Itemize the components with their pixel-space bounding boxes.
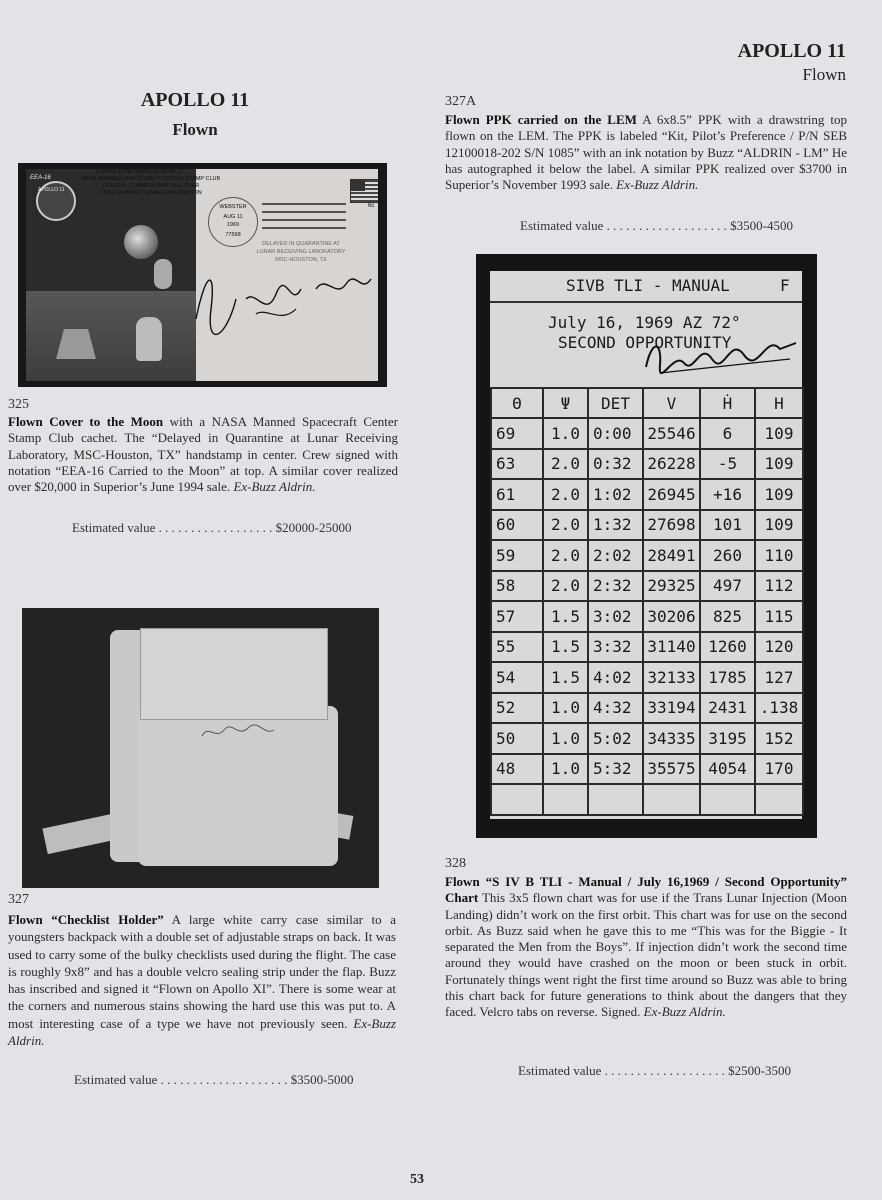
chart-cell: 28491: [643, 540, 700, 571]
chart-row: [491, 632, 803, 663]
chart-title-row: [490, 271, 802, 303]
chart-cell: 4054: [700, 754, 755, 785]
header-left-title: APOLLO 11: [140, 89, 250, 111]
header-left: [90, 89, 300, 140]
chart-cell: 27698: [643, 510, 700, 541]
handwritten-carried: Carried to the Moon on Apollo 11: [96, 169, 184, 175]
chart-cell: 26228: [643, 449, 700, 480]
lot-328-estimate: Estimated value . . . . . . . . . . . . . . . . . . . $2500-3500: [518, 1063, 791, 1078]
cachet-line-3: FIRST MANNED LUNAR EXPLORATION: [100, 190, 202, 196]
chart-opportunity-line: SECOND OPPORTUNITY: [558, 333, 732, 352]
chart-row: [491, 754, 803, 785]
chart-cell: 3195: [700, 723, 755, 754]
header-v: V: [643, 388, 700, 418]
chart-cell: 5:02: [588, 723, 643, 754]
chart-cell: 1.5: [543, 601, 588, 632]
chart-cell: 1.5: [543, 632, 588, 663]
postmark-zip: 77598: [225, 232, 241, 238]
chart-cell: 26945: [643, 479, 700, 510]
buzz-inscription: [198, 720, 278, 744]
aldrin-signature: [640, 329, 800, 379]
astronaut-figure-2: [154, 259, 172, 289]
lot-327A-number: 327A: [445, 94, 477, 109]
chart-date-line: July 16, 1969 AZ 72°: [548, 313, 741, 332]
chart-cell: 2:32: [588, 571, 643, 602]
lot-328-description: [445, 874, 847, 1021]
chart-table: [490, 387, 804, 816]
chart-cell: 2.0: [543, 571, 588, 602]
chart-cell: 2:02: [588, 540, 643, 571]
lot-327A-title: Flown PPK carried on the LEM: [445, 112, 637, 127]
lot-327-title: Flown “Checklist Holder”: [8, 912, 164, 927]
chart-cell: [700, 784, 755, 815]
chart-cell: 58: [491, 571, 543, 602]
chart-header-row: [491, 388, 803, 418]
chart-cell: 57: [491, 601, 543, 632]
chart-cell: 32133: [643, 662, 700, 693]
chart-cell: 69: [491, 418, 543, 449]
chart-cell: 52: [491, 693, 543, 724]
chart-row: [491, 479, 803, 510]
chart-cell: 35575: [643, 754, 700, 785]
tli-chart-photo: [476, 254, 817, 838]
flag-canton: [351, 180, 365, 191]
chart-cell: 61: [491, 479, 543, 510]
chart-row: [491, 571, 803, 602]
chart-row: [491, 449, 803, 480]
quarantine-handstamp-2: LUNAR RECEIVING LABORATORY: [256, 249, 346, 255]
chart-cell: 55: [491, 632, 543, 663]
chart-cell: 34335: [643, 723, 700, 754]
cachet-line-2: OFFICIAL COMMEMORATIVE COVER: [102, 183, 200, 189]
chart-row: [491, 662, 803, 693]
lot-327A-provenance: Ex-Buzz Aldrin.: [616, 177, 699, 193]
chart-cell: 4:32: [588, 693, 643, 724]
lot-327-number: 327: [8, 892, 29, 907]
lot-328-title: Flown “S IV B TLI - Manual / July 16,1969 / Second Opportunity” Chart: [445, 874, 847, 906]
lot-325-provenance: Ex-Buzz Aldrin.: [233, 479, 316, 495]
chart-cell: 59: [491, 540, 543, 571]
chart-cell: 54: [491, 662, 543, 693]
cancel-line: [262, 211, 346, 213]
header-right-subtitle: Flown: [802, 65, 846, 84]
chart-cell: 1260: [700, 632, 755, 663]
header-h: H: [755, 388, 803, 418]
chart-cell: 0:32: [588, 449, 643, 480]
chart-cell: 1785: [700, 662, 755, 693]
lunar-surface: [26, 291, 196, 381]
lot-327-body: A large white carry case similar to a youngsters backpack with a double set of adjustable straps on back. It was used to carry some of the bulky checklists used during the flight. The case is roughly 9x8” and has a double velcro sealing strip under the flap. Buzz has inscribed and signed it “Flown on Apollo XI”. There is some wear at the corners and numerous stains showing the hard use this was put to. A most interesting case of a type we have not previously seen.: [8, 912, 396, 1031]
header-psi: Ψ: [543, 388, 588, 418]
chart-body: [491, 418, 803, 815]
chart-cell: 25546: [643, 418, 700, 449]
moon-cover-photo: [18, 163, 387, 387]
lot-327-provenance: Ex-Buzz Aldrin.: [8, 1015, 396, 1049]
quarantine-handstamp-3: MSC-HOUSTON, TX: [275, 257, 327, 263]
postmark-date: AUG 11: [223, 214, 243, 220]
chart-cell: 1.0: [543, 754, 588, 785]
lot-325-body: with a NASA Manned Spacecraft Center Stamp Club cachet. The “Delayed in Quarantine at Lunar Receiving Laboratory, MSC-Houston, TX” handstamp in center. Crew signed with notation “EEA-16 Carried to the Moon” at top. A similar cover realized over $20,000 in Superior’s June 1994 sale.: [8, 414, 398, 495]
cachet-line-1: NASA MANNED SPACECRAFT CENTER STAMP CLUB: [81, 176, 221, 182]
chart-cell: 1.0: [543, 693, 588, 724]
chart-cell: 48: [491, 754, 543, 785]
chart-row: [491, 540, 803, 571]
chart-cell: 1.0: [543, 723, 588, 754]
chart-cell: 50: [491, 723, 543, 754]
chart-cell: .138: [755, 693, 803, 724]
chart-cell: 109: [755, 449, 803, 480]
chart-cell: 31140: [643, 632, 700, 663]
chart-cell: 3:32: [588, 632, 643, 663]
apollo-label: APOLLO 11: [38, 187, 65, 193]
chart-cell: 825: [700, 601, 755, 632]
postmark-year: 1969: [226, 222, 240, 228]
chart-cell: 109: [755, 510, 803, 541]
cancel-line: [262, 227, 346, 229]
chart-row: [491, 510, 803, 541]
postmark-city: WEBSTER: [219, 204, 247, 210]
lot-325-description: [8, 414, 398, 495]
lot-327A-body: A 6x8.5” PPK with a drawstring top flown on the LEM. The PPK is labeled “Kit, Pilot’s Preference / P/N SEB 12100018-202 S/N 1085” with an ink notation by Buzz “ALDRIN - LM” He has autographed it below the label. A similar PPK realized over $3700 in Superior’s November 1993 sale.: [445, 112, 847, 193]
chart-row: [491, 784, 803, 815]
chart-cell: [643, 784, 700, 815]
chart-cell: 1:02: [588, 479, 643, 510]
header-theta: Θ: [491, 388, 543, 418]
lot-327A-estimate: Estimated value . . . . . . . . . . . . . . . . . . . $3500-4500: [520, 218, 793, 233]
cancel-line: [262, 219, 346, 221]
chart-cell: 1.5: [543, 662, 588, 693]
chart-row: [491, 723, 803, 754]
header-right-title: APOLLO 11: [737, 40, 846, 62]
chart-cell: 5:32: [588, 754, 643, 785]
header-det: DET: [588, 388, 643, 418]
chart-cell: 2431: [700, 693, 755, 724]
chart-cell: 170: [755, 754, 803, 785]
chart-cell: 109: [755, 418, 803, 449]
tli-chart-card: [490, 271, 802, 819]
chart-cell: 101: [700, 510, 755, 541]
lot-328-body: This 3x5 flown chart was for use if the Trans Lunar Injection (Moon Landing) didn’t work on the first orbit. This chart was for use on the second orbit. As Buzz said when he gave this to me “This was for the Biggie - It separated the Men from the Boys”. If injection didn’t work the second time around they would have crashed on the moon or been stuck in orbit. Fortunately things went right the first time around so Buzz was able to bring this chart back for future generations to think about the dangers that they faced. Velcro tabs on reverse. Signed.: [445, 890, 847, 1020]
chart-cell: 115: [755, 601, 803, 632]
chart-cell: 2.0: [543, 510, 588, 541]
eea-notation: EEA-16: [30, 175, 51, 181]
chart-row: [491, 418, 803, 449]
lot-325-title: Flown Cover to the Moon: [8, 414, 164, 429]
chart-cell: 3:02: [588, 601, 643, 632]
lot-327-estimate: Estimated value . . . . . . . . . . . . . . . . . . . . $3500-5000: [74, 1072, 354, 1087]
moonscape-cachet: [26, 169, 196, 381]
header-right: [738, 40, 846, 85]
chart-cell: 497: [700, 571, 755, 602]
page-number: 53: [410, 1172, 424, 1187]
header-left-subtitle: Flown: [172, 120, 218, 139]
chart-cell: 63: [491, 449, 543, 480]
lot-325-number: 325: [8, 397, 29, 412]
chart-cell: 110: [755, 540, 803, 571]
flag-stamp: [350, 179, 378, 203]
chart-cell: [755, 784, 803, 815]
chart-cell: 1:32: [588, 510, 643, 541]
chart-cell: [588, 784, 643, 815]
earth-illustration: [124, 225, 158, 259]
bag-flap: [140, 628, 328, 720]
webster-postmark: [208, 197, 258, 247]
chart-corner-mark: F: [780, 276, 790, 295]
chart-row: [491, 601, 803, 632]
chart-cell: 6: [700, 418, 755, 449]
chart-cell: 33194: [643, 693, 700, 724]
chart-cell: 4:02: [588, 662, 643, 693]
lot-328-number: 328: [445, 856, 466, 871]
chart-cell: -5: [700, 449, 755, 480]
quarantine-handstamp-1: DELAYED IN QUARANTINE AT: [262, 241, 340, 247]
stamp-value: 6c: [368, 203, 375, 209]
chart-cell: 30206: [643, 601, 700, 632]
chart-title: SIVB TLI - MANUAL: [566, 276, 730, 295]
lot-327A-description: [445, 112, 847, 193]
chart-cell: 2.0: [543, 540, 588, 571]
chart-cell: 0:00: [588, 418, 643, 449]
chart-cell: 1.0: [543, 418, 588, 449]
chart-cell: 120: [755, 632, 803, 663]
chart-cell: [491, 784, 543, 815]
cancel-line: [262, 203, 346, 205]
chart-cell: 29325: [643, 571, 700, 602]
chart-row: [491, 693, 803, 724]
chart-cell: 260: [700, 540, 755, 571]
lot-325-estimate: Estimated value . . . . . . . . . . . . . . . . . . $20000-25000: [72, 520, 352, 535]
chart-cell: 60: [491, 510, 543, 541]
chart-cell: [543, 784, 588, 815]
lot-328-provenance: Ex-Buzz Aldrin.: [643, 1004, 726, 1020]
chart-cell: 109: [755, 479, 803, 510]
chart-cell: 2.0: [543, 479, 588, 510]
chart-cell: 127: [755, 662, 803, 693]
chart-cell: 2.0: [543, 449, 588, 480]
chart-cell: +16: [700, 479, 755, 510]
envelope: [26, 169, 378, 381]
header-hdot: Ḣ: [700, 388, 755, 418]
chart-cell: 112: [755, 571, 803, 602]
lot-327-description: [8, 911, 396, 1049]
chart-cell: 152: [755, 723, 803, 754]
crew-signatures: [186, 259, 376, 349]
astronaut-figure: [136, 317, 162, 361]
checklist-holder-photo: [22, 608, 379, 888]
